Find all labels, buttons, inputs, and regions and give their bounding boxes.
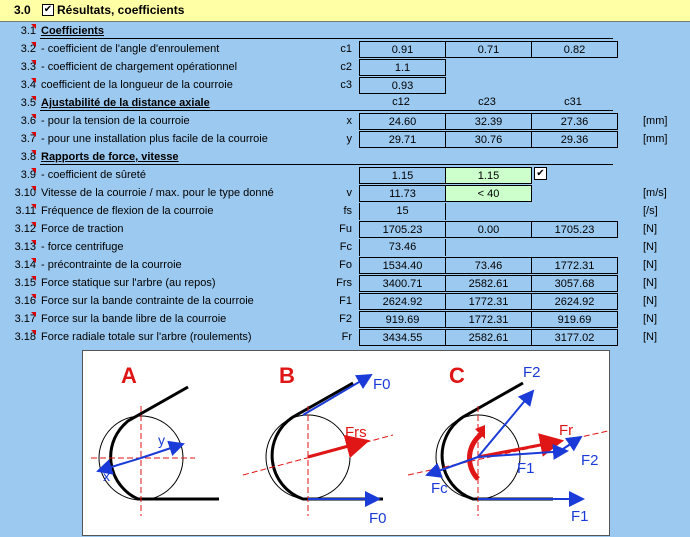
force-label-f2-right: F2 — [581, 452, 599, 469]
row-unit: [m/s] — [643, 187, 667, 199]
force-label-fc: Fc — [431, 480, 448, 497]
force-label-f1-bottom: F1 — [571, 508, 589, 525]
label-a: A — [121, 363, 137, 388]
belt-diagram — [82, 350, 610, 536]
force-label-f1-mid: F1 — [517, 460, 535, 477]
row-number: 3.3 — [20, 61, 36, 73]
comment-marker — [31, 258, 36, 263]
row-number: 3.13 — [14, 241, 36, 253]
col-head-c23: c23 — [478, 96, 496, 108]
row-unit: [N] — [643, 295, 658, 307]
row-number: 3.15 — [14, 277, 36, 289]
row-label: coefficient de la longueur de la courroie — [41, 79, 233, 91]
row-unit: [N] — [643, 331, 658, 343]
col-head-c12: c12 — [392, 96, 410, 108]
force-label-f0-top: F0 — [373, 376, 391, 393]
force-label-x: x — [103, 468, 110, 484]
section-checkbox[interactable]: ✔ — [43, 4, 53, 15]
value-cell: 919.69 — [359, 311, 446, 328]
row-number: 3.2 — [20, 43, 36, 55]
section-label: Ajustabilité de la distance axiale — [41, 97, 210, 109]
comment-marker — [31, 132, 36, 137]
row-unit: [mm] — [643, 133, 668, 145]
value-cell: 73.46 — [445, 257, 532, 274]
row-label: Force statique sur l'arbre (au repos) — [41, 277, 216, 289]
row-label: - pour une installation plus facile de la courroie — [41, 133, 268, 145]
comment-marker — [31, 276, 36, 281]
row-number: 3.18 — [14, 331, 36, 343]
row-number: 3.4 — [20, 79, 36, 91]
value-cell: 2582.61 — [445, 329, 532, 346]
row-unit: [N] — [643, 313, 658, 325]
row-symbol: Fu — [339, 223, 352, 235]
row-number: 3.17 — [14, 313, 36, 325]
value-cell: 0.71 — [445, 41, 532, 58]
comment-marker — [31, 78, 36, 83]
section-header — [0, 0, 690, 22]
value-cell: 1772.31 — [445, 293, 532, 310]
section-label: Rapports de force, vitesse — [41, 151, 179, 163]
section-rule — [40, 164, 613, 165]
comment-marker — [31, 42, 36, 47]
value-cell[interactable]: < 40 — [445, 185, 532, 202]
value-cell: 1772.31 — [445, 311, 532, 328]
pulley-a — [91, 387, 219, 516]
col-head-c31: c31 — [564, 96, 582, 108]
comment-marker — [31, 330, 36, 335]
row-unit: [N] — [643, 223, 658, 235]
comment-marker — [31, 96, 36, 101]
row-label: Fréquence de flexion de la courroie — [41, 205, 214, 217]
row-unit: [N] — [643, 277, 658, 289]
row-symbol: x — [346, 115, 352, 127]
row-label: - coefficient de l'angle d'enroulement — [41, 43, 220, 55]
value-cell: 1772.31 — [531, 257, 618, 274]
force-label-f2-top: F2 — [523, 364, 541, 381]
row-label: - coefficient de chargement opérationnel — [41, 61, 238, 73]
force-label-frs: Frs — [345, 424, 367, 441]
row-unit: [N] — [643, 241, 658, 253]
row-number: 3.16 — [14, 295, 36, 307]
row-number: 3.14 — [14, 259, 36, 271]
row-label: Force de traction — [41, 223, 124, 235]
row-number: 3.8 — [20, 151, 36, 163]
row-number: 3.10 — [14, 187, 36, 199]
comment-marker — [31, 222, 36, 227]
value-cell: 29.71 — [359, 131, 446, 148]
force-label-y: y — [158, 432, 165, 448]
value-cell: 1705.23 — [531, 221, 618, 238]
label-b: B — [279, 363, 295, 388]
value-cell: 0.82 — [531, 41, 618, 58]
row-number: 3.1 — [20, 25, 36, 37]
row-number: 3.5 — [20, 97, 36, 109]
section-title: Résultats, coefficients — [57, 3, 185, 17]
row-number: 3.12 — [14, 223, 36, 235]
row-symbol: Fo — [339, 259, 352, 271]
value-cell: 73.46 — [359, 239, 446, 256]
row-label: - coefficient de sûreté — [41, 169, 146, 181]
row-label: - force centrifuge — [41, 241, 124, 253]
comment-marker — [31, 204, 36, 209]
force-label-fr: Fr — [559, 422, 574, 439]
row-number: 3.7 — [20, 133, 36, 145]
section-label: Coefficients — [41, 25, 104, 37]
row-label: Force sur la bande contrainte de la courroie — [41, 295, 254, 307]
value-cell: 3057.68 — [531, 275, 618, 292]
value-cell: 3400.71 — [359, 275, 446, 292]
comment-marker — [31, 240, 36, 245]
value-cell: 1.1 — [359, 59, 446, 76]
row-number: 3.6 — [20, 115, 36, 127]
row-symbol: Frs — [336, 277, 352, 289]
row-symbol: F2 — [339, 313, 352, 325]
force-label-f0-bottom: F0 — [369, 510, 387, 527]
row-label: - précontrainte de la courroie — [41, 259, 182, 271]
row-symbol: v — [346, 187, 352, 199]
value-cell: 1705.23 — [359, 221, 446, 238]
value-cell: 30.76 — [445, 131, 532, 148]
safety-checkbox[interactable]: ✔ — [534, 167, 547, 180]
value-cell: 2582.61 — [445, 275, 532, 292]
row-symbol: fs — [343, 205, 352, 217]
row-symbol: y — [346, 133, 352, 145]
row-label: Vitesse de la courroie / max. pour le type donné — [41, 187, 274, 199]
row-symbol: c3 — [340, 79, 352, 91]
value-cell: 1.15 — [359, 167, 446, 184]
belt-diagram-svg — [83, 351, 611, 537]
value-cell: 11.73 — [359, 185, 446, 202]
value-cell: 24.60 — [359, 113, 446, 130]
value-cell: 3177.02 — [531, 329, 618, 346]
row-number: 3.9 — [20, 169, 36, 181]
comment-marker — [31, 24, 36, 29]
section-rule — [40, 110, 613, 111]
row-symbol: c1 — [340, 43, 352, 55]
value-cell: 15 — [359, 203, 446, 220]
value-cell: 29.36 — [531, 131, 618, 148]
comment-marker — [31, 60, 36, 65]
row-label: Force sur la bande libre de la courroie — [41, 313, 227, 325]
comment-marker — [31, 114, 36, 119]
section-number: 3.0 — [14, 3, 31, 17]
value-cell: 2624.92 — [531, 293, 618, 310]
label-c: C — [449, 363, 465, 388]
value-cell: 0.91 — [359, 41, 446, 58]
row-unit: [/s] — [643, 205, 658, 217]
section-rule — [40, 38, 613, 39]
row-symbol: Fc — [339, 241, 352, 253]
value-cell: 27.36 — [531, 113, 618, 130]
value-cell: 0.93 — [359, 77, 446, 94]
value-cell: 2624.92 — [359, 293, 446, 310]
comment-marker — [31, 168, 36, 173]
row-unit: [N] — [643, 259, 658, 271]
comment-marker — [31, 186, 36, 191]
row-number: 3.11 — [15, 205, 36, 217]
row-symbol: c2 — [340, 61, 352, 73]
comment-marker — [31, 150, 36, 155]
row-label: Force radiale totale sur l'arbre (roulements) — [41, 331, 252, 343]
value-cell: 0.00 — [445, 221, 532, 238]
value-cell: 1534.40 — [359, 257, 446, 274]
value-cell: 919.69 — [531, 311, 618, 328]
value-cell: 3434.55 — [359, 329, 446, 346]
value-cell[interactable]: 1.15 — [445, 167, 532, 184]
row-label: - pour la tension de la courroie — [41, 115, 190, 127]
value-cell: 32.39 — [445, 113, 532, 130]
row-unit: [mm] — [643, 115, 668, 127]
row-symbol: F1 — [339, 295, 352, 307]
pulley-b — [243, 375, 393, 516]
row-symbol: Fr — [341, 331, 352, 343]
comment-marker — [31, 294, 36, 299]
comment-marker — [31, 312, 36, 317]
